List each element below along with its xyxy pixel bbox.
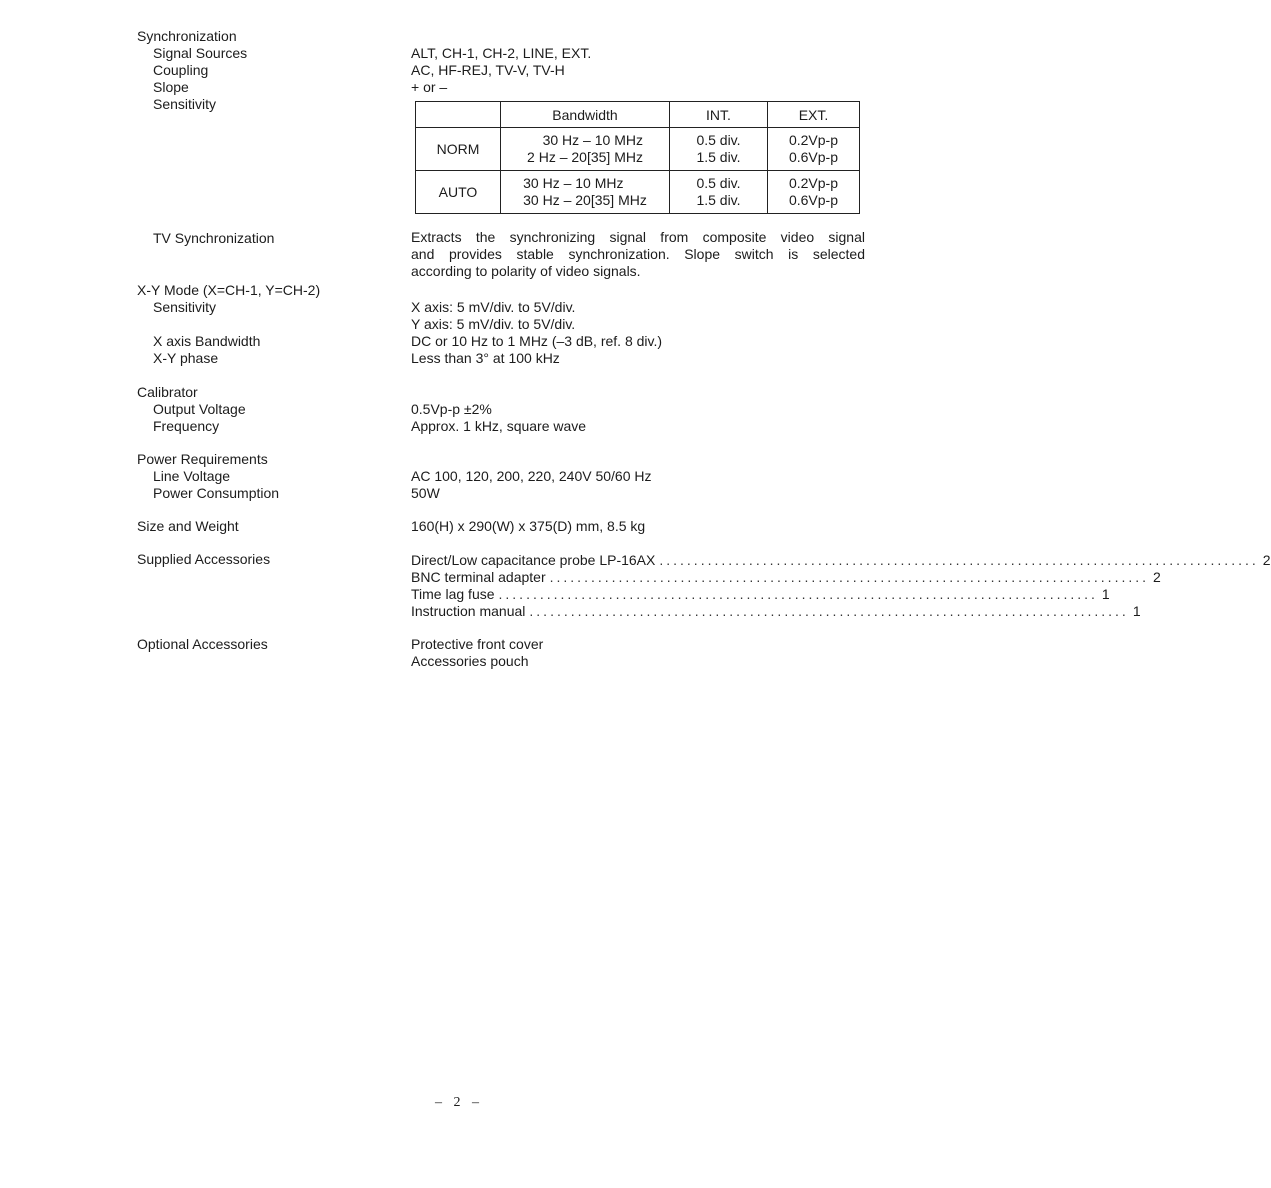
list-item — [411, 586, 1110, 603]
leader-dots: ....................................................................................... — [498, 586, 1098, 602]
power-heading: Power Requirements — [137, 451, 268, 467]
list-item: Protective front cover — [411, 636, 544, 652]
int-value: 0.5 div. — [696, 175, 741, 191]
list-item — [411, 569, 1161, 586]
calibrator-heading: Calibrator — [137, 384, 198, 400]
bandwidth-line: 2 Hz – 20[35] MHz — [527, 149, 643, 165]
tv-sync-line: and provides stable synchronization. Slope switch is selected — [411, 246, 865, 262]
sensitivity-label: Sensitivity — [153, 96, 217, 112]
bandwidth-block — [523, 175, 647, 209]
ext-value: 0.2Vp-p — [788, 175, 839, 191]
tv-sync-line: according to polarity of video signals. — [411, 263, 641, 279]
table-header-row — [416, 102, 860, 128]
xy-sensitivity-y: Y axis: 5 mV/div. to 5V/div. — [411, 316, 576, 332]
line-voltage-label: Line Voltage — [153, 468, 231, 484]
ext-cell — [768, 128, 860, 171]
list-item: Accessories pouch — [411, 653, 529, 669]
int-value: 1.5 div. — [696, 149, 741, 165]
xy-sensitivity-label: Sensitivity — [153, 299, 217, 315]
leader-dots: ....................................................................................... — [529, 603, 1129, 619]
signal-sources-label: Signal Sources — [153, 45, 248, 61]
size-weight-value: 160(H) x 290(W) x 375(D) mm, 8.5 kg — [411, 518, 646, 534]
signal-sources-value: ALT, CH-1, CH-2, LINE, EXT. — [411, 45, 592, 61]
accessory-name: Time lag fuse — [411, 586, 495, 602]
list-item — [411, 552, 1271, 569]
size-weight-label: Size and Weight — [137, 518, 239, 534]
table-header-blank — [416, 102, 501, 128]
optional-accessories-label: Optional Accessories — [137, 636, 268, 652]
xy-phase-label: X-Y phase — [153, 350, 219, 366]
tv-sync-line: Extracts the synchronizing signal from composite video signal — [411, 229, 865, 245]
int-value: 1.5 div. — [696, 192, 741, 208]
list-item — [411, 603, 1141, 620]
ext-cell — [768, 171, 860, 214]
table-row — [416, 128, 860, 171]
bandwidth-line: 30 Hz – 10 MHz — [523, 175, 624, 191]
line-voltage-value: AC 100, 120, 200, 220, 240V 50/60 Hz — [411, 468, 652, 484]
output-voltage-value: 0.5Vp-p ±2% — [411, 401, 492, 417]
sync-heading: Synchronization — [137, 28, 237, 44]
table-header-ext: EXT. — [768, 102, 860, 128]
leader-dots: ....................................................................................... — [549, 569, 1150, 585]
mode-cell: AUTO — [416, 171, 501, 214]
accessory-qty: 2 — [1153, 569, 1161, 585]
ext-value: 0.6Vp-p — [788, 192, 839, 208]
accessory-qty: 1 — [1101, 586, 1110, 602]
accessory-qty: 1 — [1132, 603, 1141, 619]
bandwidth-block — [527, 132, 643, 166]
page-number: – 2 – — [435, 1095, 483, 1110]
bandwidth-cell — [501, 171, 670, 214]
bandwidth-line: 30 Hz – 20[35] MHz — [523, 192, 647, 208]
frequency-label: Frequency — [153, 418, 220, 434]
int-cell — [670, 128, 768, 171]
ext-value: 0.6Vp-p — [788, 149, 839, 165]
leader-dots: ....................................................................................... — [659, 552, 1259, 568]
table-header-bandwidth: Bandwidth — [501, 102, 670, 128]
coupling-value: AC, HF-REJ, TV-V, TV-H — [411, 62, 565, 78]
slope-value: + or – — [411, 79, 448, 95]
int-cell — [670, 171, 768, 214]
tv-sync-label: TV Synchronization — [153, 230, 275, 246]
mode-cell: NORM — [416, 128, 501, 171]
table-header-int: INT. — [670, 102, 768, 128]
bandwidth-cell — [501, 128, 670, 171]
accessory-qty: 2 — [1262, 552, 1271, 568]
accessory-name: Instruction manual — [411, 603, 526, 619]
frequency-value: Approx. 1 kHz, square wave — [411, 418, 587, 434]
xy-bandwidth-value: DC or 10 Hz to 1 MHz (–3 dB, ref. 8 div.) — [411, 333, 663, 349]
xy-sensitivity-x: X axis: 5 mV/div. to 5V/div. — [411, 299, 576, 315]
accessory-name: Direct/Low capacitance probe LP-16AX — [411, 552, 656, 568]
int-value: 0.5 div. — [696, 132, 741, 148]
power-consumption-label: Power Consumption — [153, 485, 280, 501]
supplied-accessories-label: Supplied Accessories — [137, 551, 271, 567]
coupling-label: Coupling — [153, 62, 209, 78]
slope-label: Slope — [153, 79, 189, 95]
xy-phase-value: Less than 3° at 100 kHz — [411, 350, 560, 366]
accessory-name: BNC terminal adapter — [411, 569, 546, 585]
xy-heading: X-Y Mode (X=CH-1, Y=CH-2) — [137, 282, 321, 298]
power-consumption-value: 50W — [411, 485, 440, 501]
xy-bandwidth-label: X axis Bandwidth — [153, 333, 261, 349]
table-row — [416, 171, 860, 214]
bandwidth-line: 30 Hz – 10 MHz — [542, 132, 643, 148]
sensitivity-table — [415, 101, 860, 214]
output-voltage-label: Output Voltage — [153, 401, 246, 417]
tv-sync-description — [411, 229, 865, 280]
ext-value: 0.2Vp-p — [788, 132, 839, 148]
